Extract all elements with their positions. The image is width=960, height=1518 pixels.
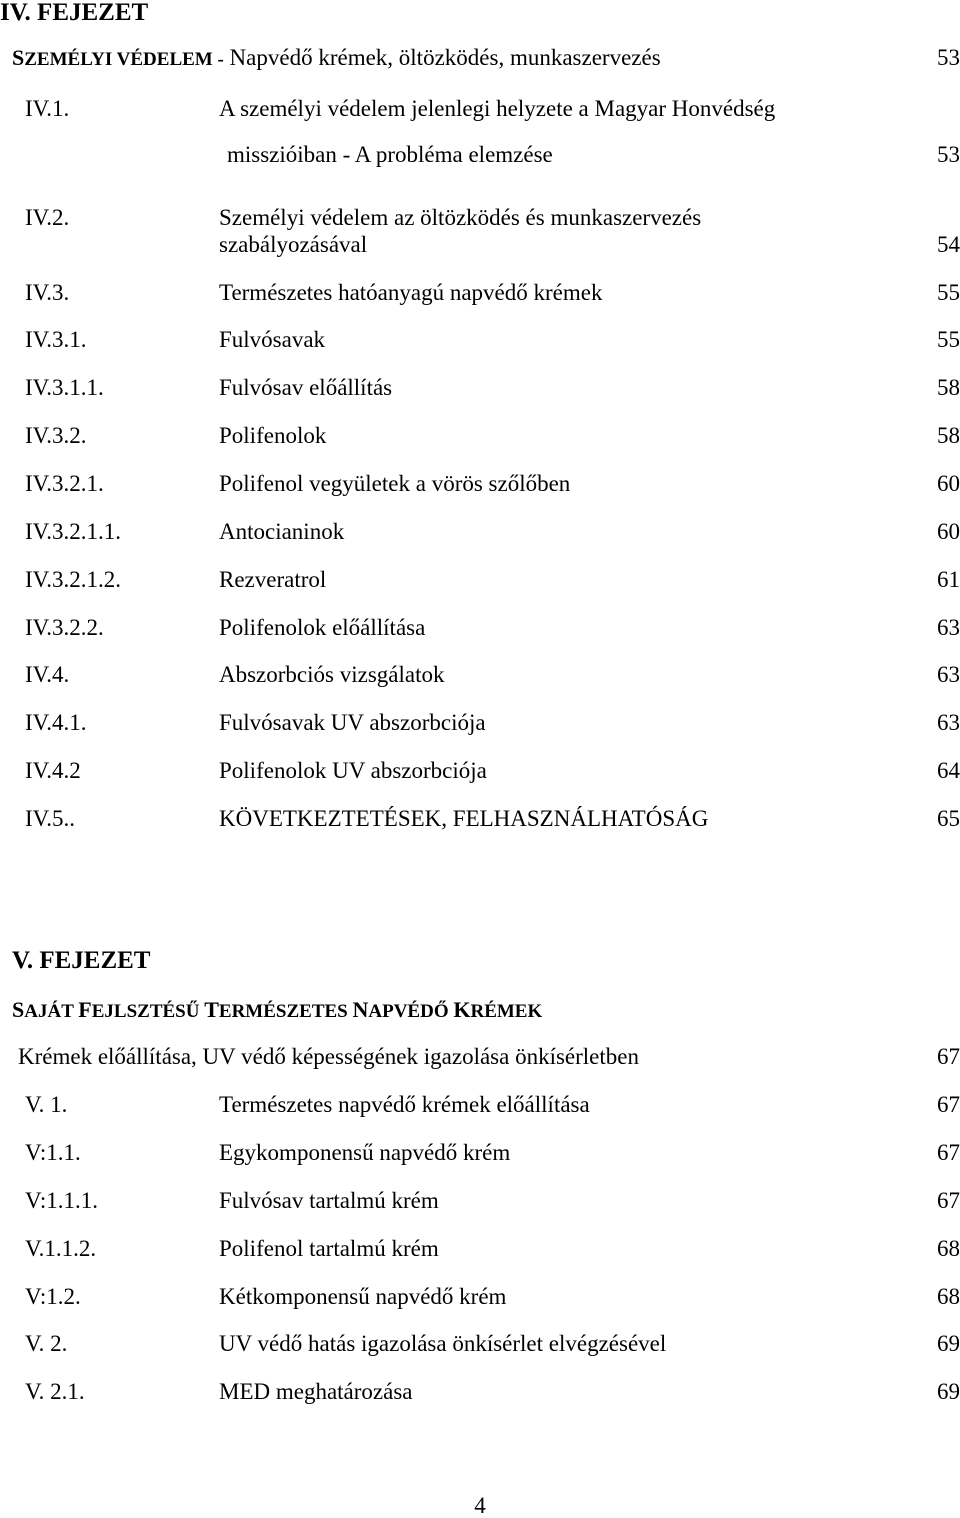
toc-entry-title: Fulvósav előállítás (219, 375, 393, 400)
toc-entry-page: 67 (937, 1140, 960, 1165)
subtitle-initial: T (204, 997, 219, 1022)
toc-entry-title: Fulvósav tartalmú krém (219, 1188, 439, 1213)
toc-entry-title: Kétkomponensű napvédő krém (219, 1284, 507, 1309)
toc-entry-page: 53 (937, 142, 960, 167)
chapter-4-subtitle-initial: S (12, 45, 25, 70)
chapter-5-title: V. FEJEZET (12, 947, 151, 974)
toc-entry-number: V:1.1. (25, 1140, 81, 1165)
toc-entry-number: V.1.1.2. (25, 1236, 97, 1261)
toc-entry-page: 63 (937, 662, 960, 687)
toc-entry-title-line2: szabályozásával (219, 232, 368, 257)
chapter-4-subtitle-page: 53 (937, 45, 960, 70)
subtitle-initial: F (78, 997, 92, 1022)
toc-entry-page: 63 (937, 615, 960, 640)
chapter-4-subtitle-rest: Napvédő krémek, öltözködés, munkaszervezés (223, 45, 661, 70)
toc-entry-title: Természetes hatóanyagú napvédő krémek (219, 280, 603, 305)
toc-entry-page: 60 (937, 471, 960, 496)
toc-entry-title: Abszorbciós vizsgálatok (219, 662, 445, 687)
toc-entry-title: Természetes napvédő krémek előállítása (219, 1092, 590, 1117)
toc-entry-title: KÖVETKEZTETÉSEK, FELHASZNÁLHATÓSÁG (219, 806, 709, 831)
toc-entry-page: 60 (937, 519, 960, 544)
toc-entry-page: 55 (937, 280, 960, 305)
toc-entry-title: MED meghatározása (219, 1379, 413, 1404)
toc-entry-title: Fulvósavak UV abszorbciója (219, 710, 486, 735)
toc-entry-page: 69 (937, 1331, 960, 1356)
toc-entry-number: V:1.1.1. (25, 1188, 99, 1213)
toc-entry-page: 68 (937, 1284, 960, 1309)
toc-entry-page: 54 (937, 232, 960, 257)
toc-entry-page: 67 (937, 1188, 960, 1213)
toc-entry-number: V:1.2. (25, 1284, 81, 1309)
toc-entry-number: IV.4. (25, 662, 70, 687)
subtitle-initial: S (12, 997, 25, 1022)
toc-entry-number: IV.3.1. (25, 327, 87, 352)
toc-entry-number: IV.3.2.2. (25, 615, 104, 640)
toc-entry-title: Antocianinok (219, 519, 345, 544)
toc-entry-number: IV.3.2.1. (25, 471, 104, 496)
subtitle-initial: K (453, 997, 471, 1022)
subtitle-word: APVÉDŐ (368, 1001, 454, 1022)
toc-entry-number: IV.4.1. (25, 710, 87, 735)
toc-entry-number: IV.3.2.1.1. (25, 519, 122, 544)
toc-entry-page: 63 (937, 710, 960, 735)
toc-entry-title: Fulvósavak (219, 327, 326, 352)
toc-entry-number: IV.3. (25, 280, 70, 305)
chapter-4-subtitle-bold: ZEMÉLYI VÉDELEM - (24, 49, 224, 70)
toc-entry-number: IV.2. (25, 205, 70, 230)
subtitle-word: ERMÉSZETES (218, 1001, 353, 1022)
toc-entry-number: IV.3.2.1.2. (25, 567, 122, 592)
toc-entry-page: 68 (937, 1236, 960, 1261)
subtitle-word: RÉMEK (470, 1001, 543, 1022)
toc-entry-title: Polifenol vegyületek a vörös szőlőben (219, 471, 571, 496)
subtitle-initial: N (352, 997, 369, 1022)
toc-entry-page: 65 (937, 806, 960, 831)
subtitle-word: AJÁT (24, 1001, 79, 1022)
footer-page-number: 4 (474, 1493, 486, 1518)
toc-entry-number: V. 2.1. (25, 1379, 85, 1404)
toc-entry-number: IV.5.. (25, 806, 76, 831)
toc-entry-number: IV.4.2 (25, 758, 81, 783)
toc-entry-number: IV.3.2. (25, 423, 87, 448)
toc-entry-title: Polifenol tartalmú krém (219, 1236, 439, 1261)
toc-entry-number: V. 1. (25, 1092, 68, 1117)
toc-entry-title: UV védő hatás igazolása önkísérlet elvégzésével (219, 1331, 667, 1356)
toc-entry-title: Polifenolok (219, 423, 327, 448)
toc-entry-title: Polifenolok előállítása (219, 615, 426, 640)
subtitle-word: EJLSZTÉSŰ (91, 1001, 205, 1022)
toc-entry-title: Polifenolok UV abszorbciója (219, 758, 487, 783)
toc-entry-title-line1: Személyi védelem az öltözködés és munkaszervezés (219, 205, 702, 230)
toc-entry-number: V. 2. (25, 1331, 68, 1356)
toc-entry-page: 55 (937, 327, 960, 352)
toc-entry-page: 58 (937, 375, 960, 400)
chapter-5-intro: Krémek előállítása, UV védő képességének igazolása önkísérletben (18, 1044, 639, 1069)
toc-entry-number: IV.1. (25, 96, 70, 121)
chapter-4-subtitle (12, 46, 661, 69)
toc-entry-page: 61 (937, 567, 960, 592)
toc-entry-page: 69 (937, 1379, 960, 1404)
toc-entry-number: IV.3.1.1. (25, 375, 104, 400)
toc-entry-title: Egykomponensű napvédő krém (219, 1140, 511, 1165)
chapter-4-title: IV. FEJEZET (0, 0, 149, 26)
chapter-5-subtitle (12, 998, 542, 1021)
toc-entry-title-line2: misszióiban - A probléma elemzése (227, 142, 553, 167)
chapter-5-intro-page: 67 (937, 1044, 960, 1069)
toc-entry-page: 67 (937, 1092, 960, 1117)
toc-entry-title: Rezveratrol (219, 567, 327, 592)
toc-entry-page: 64 (937, 758, 960, 783)
toc-entry-title-line1: A személyi védelem jelenlegi helyzete a Magyar Honvédség (219, 96, 776, 121)
toc-entry-page: 58 (937, 423, 960, 448)
